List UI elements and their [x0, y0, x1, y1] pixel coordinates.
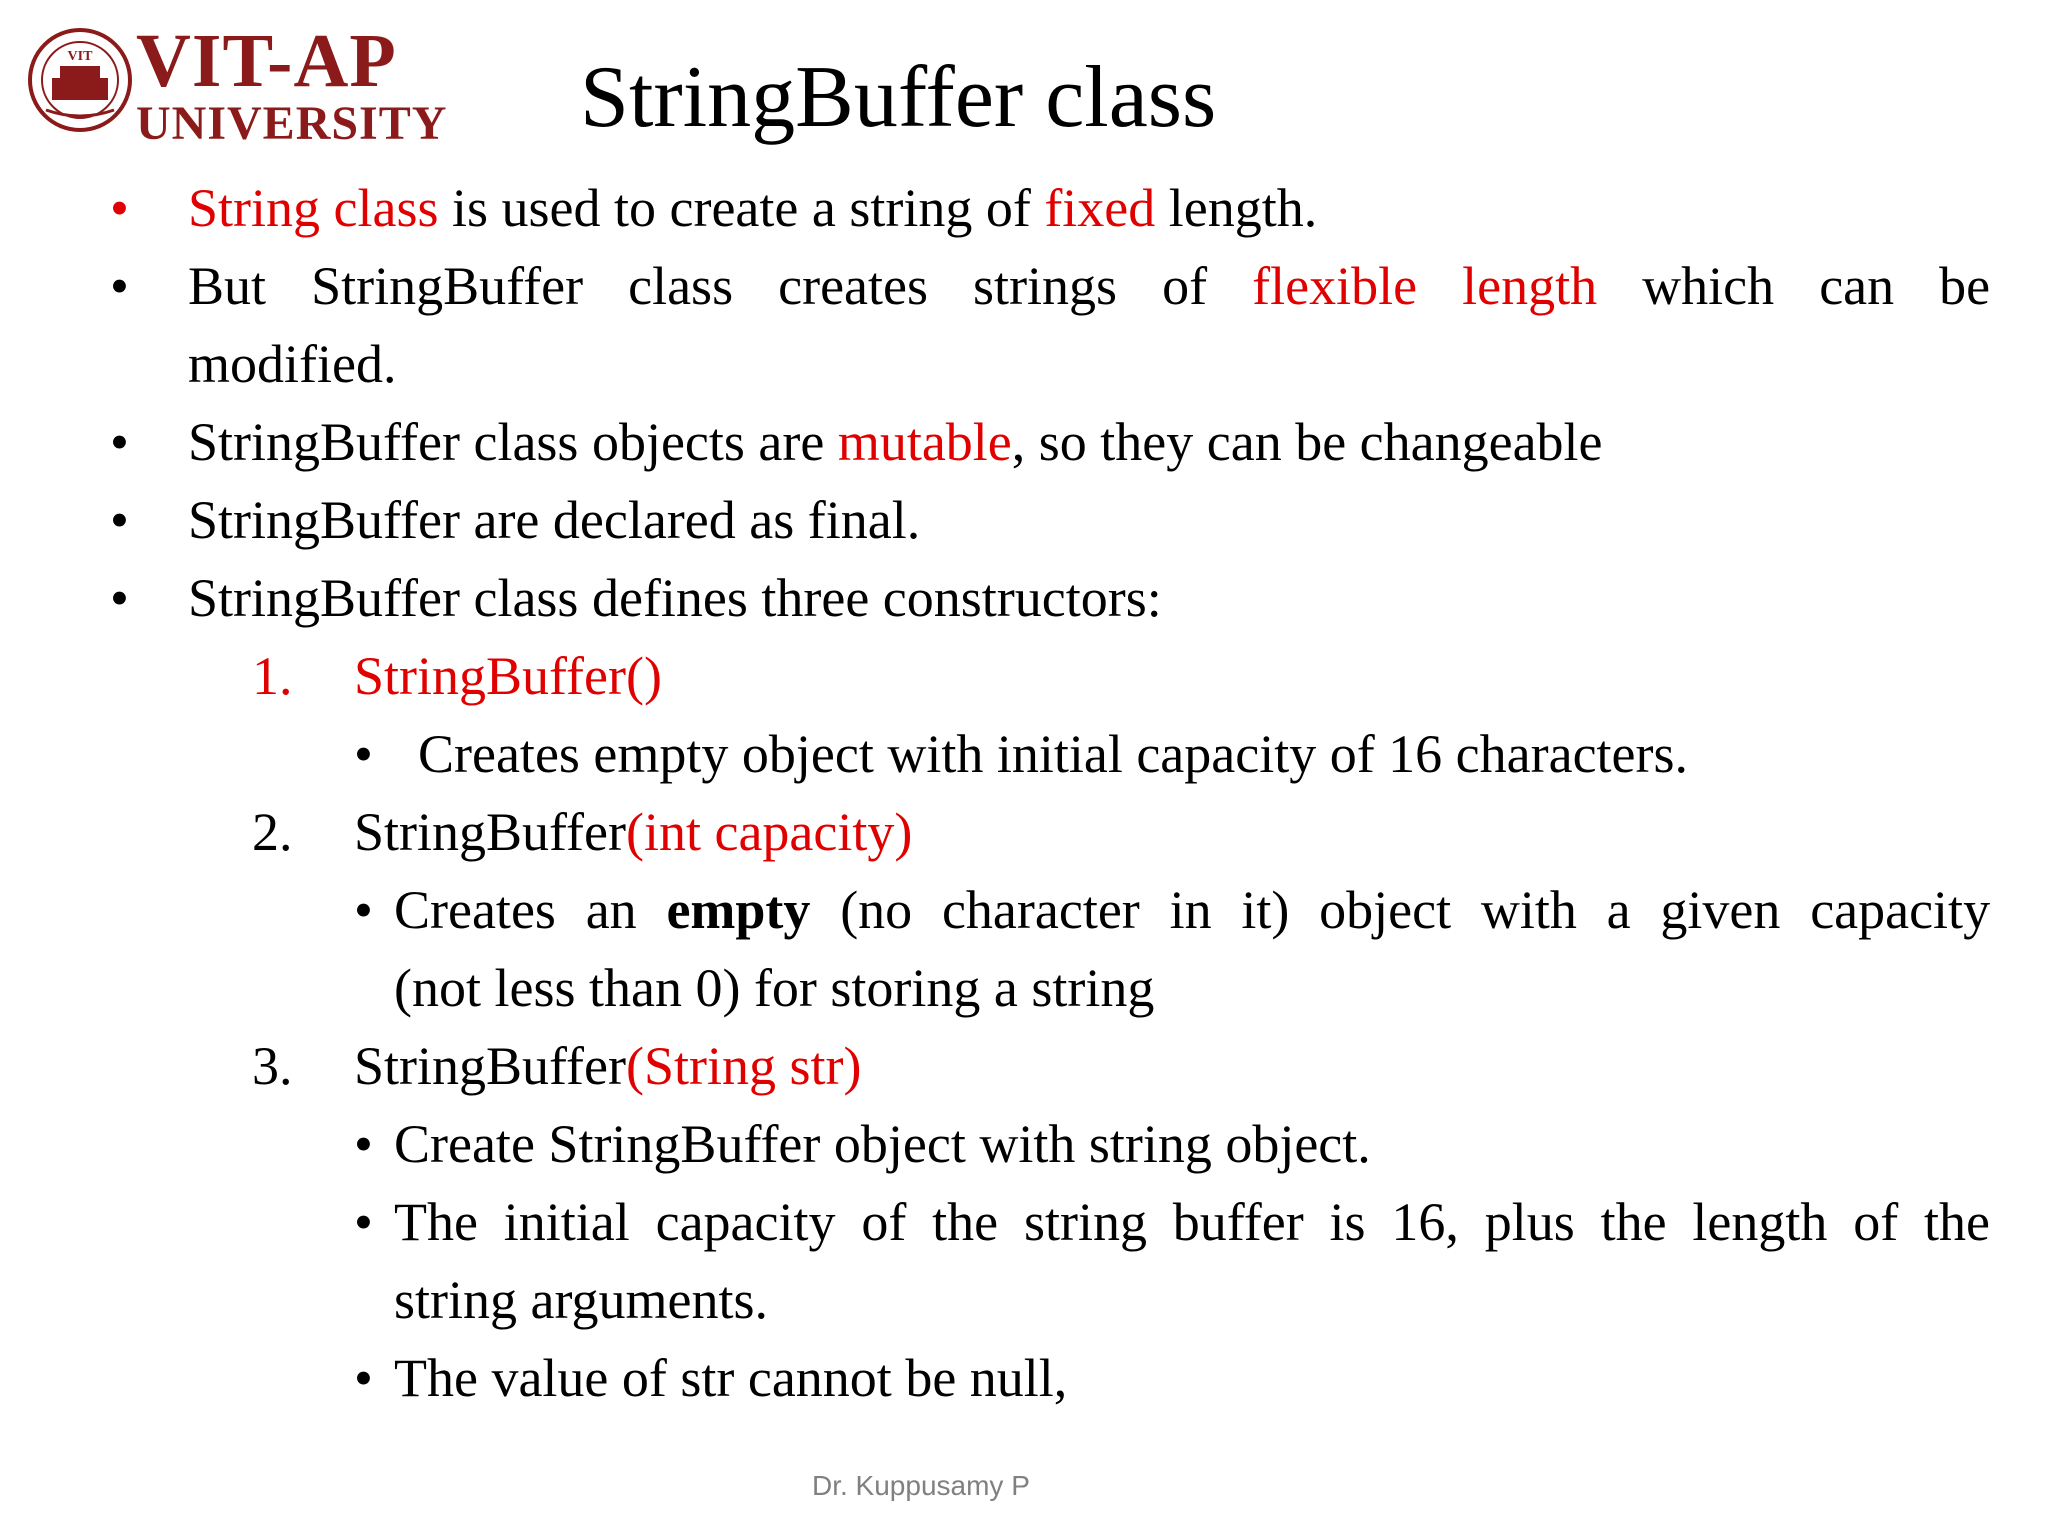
desc-text: with [1480, 880, 1577, 940]
constructor-3-args: (String str) [625, 1036, 862, 1096]
bullet-marker: • [110, 178, 129, 238]
bullet-text: , so they can be changeable [1011, 412, 1603, 472]
desc-text: object [1319, 880, 1452, 940]
bullet-text: StringBuffer [311, 256, 584, 316]
bullet-continuation: modified. [188, 334, 397, 394]
desc-text: character [941, 880, 1140, 940]
sub-bullet-marker: • [354, 1192, 373, 1252]
bullet-text: length. [1155, 178, 1318, 238]
constructor-2-desc [394, 878, 1990, 942]
bullet-text: which [1642, 256, 1775, 316]
constructor-3-desc-1: Create StringBuffer object with string object. [394, 1114, 1371, 1174]
desc-text: capacity [1810, 880, 1991, 940]
bullet-text: mutable [837, 412, 1012, 472]
brand-name: VIT-AP [136, 19, 397, 103]
bullet-text: is used to create a string of [438, 178, 1045, 238]
bullet-text: creates [778, 256, 928, 316]
desc-text: it) [1241, 880, 1290, 940]
bullet-stringbuffer-flexible [188, 254, 1990, 318]
bullet-marker: • [110, 412, 129, 472]
slide-title: StringBuffer class [580, 49, 1217, 146]
bullet-text: fixed [1044, 178, 1156, 238]
bullet-mutable [188, 410, 1603, 474]
sub-bullet-marker: • [354, 1114, 373, 1174]
brand-subtitle: UNIVERSITY [136, 97, 448, 150]
constructor-1-name: StringBuffer() [354, 646, 662, 706]
bullet-text: can [1819, 256, 1895, 316]
bullet-string-class [188, 176, 1317, 240]
bullet-text: strings [973, 256, 1118, 316]
constructor-2-name: StringBuffer [354, 802, 626, 862]
bullet-text: be [1939, 256, 1991, 316]
bullet-final: StringBuffer are declared as final. [188, 490, 921, 550]
constructor-2-signature [354, 800, 912, 864]
desc-text: an [585, 880, 637, 940]
university-logo [26, 16, 448, 150]
sub-bullet-marker: • [354, 1348, 373, 1408]
desc-text: Creates [394, 880, 556, 940]
desc-text-bold: empty [666, 880, 811, 940]
bullet-marker: • [110, 568, 129, 628]
university-seal-icon [26, 26, 134, 134]
footer-author: Dr. Kuppusamy P [812, 1470, 1030, 1501]
bullet-text: of [1162, 256, 1208, 316]
constructor-number: 3. [252, 1036, 293, 1096]
desc-text: (no [840, 880, 913, 940]
bullet-text: flexible [1252, 256, 1418, 316]
bullet-text: StringBuffer class objects are [188, 412, 838, 472]
constructor-number: 1. [252, 646, 293, 706]
constructor-3-signature [354, 1034, 861, 1098]
sub-bullet-marker: • [354, 724, 373, 784]
constructor-2-desc-continuation: (not less than 0) for storing a string [394, 958, 1155, 1018]
desc-text: a [1606, 880, 1631, 940]
sub-bullet-marker: • [354, 880, 373, 940]
desc-text: given [1660, 880, 1781, 940]
bullet-text: class [628, 256, 734, 316]
seal-text: VIT [67, 49, 93, 64]
bullet-text: But [188, 256, 267, 316]
constructor-1-desc: Creates empty object with initial capacity of 16 characters. [418, 724, 1689, 784]
bullet-marker: • [110, 490, 129, 550]
constructor-3-desc-2-continuation: string arguments. [394, 1270, 768, 1330]
constructor-3-desc-3: The value of str cannot be null, [394, 1348, 1068, 1408]
constructor-2-args: (int capacity) [625, 802, 913, 862]
bullet-marker: • [110, 256, 129, 316]
constructor-3-desc-2: The initial capacity of the string buffer is 16, plus the length of the [394, 1192, 1990, 1252]
constructor-number: 2. [252, 802, 293, 862]
bullet-text: length [1462, 256, 1598, 316]
bullet-constructors: StringBuffer class defines three constructors: [188, 568, 1162, 628]
desc-text: in [1169, 880, 1212, 940]
constructor-3-name: StringBuffer [354, 1036, 626, 1096]
bullet-text: String class [188, 178, 439, 238]
